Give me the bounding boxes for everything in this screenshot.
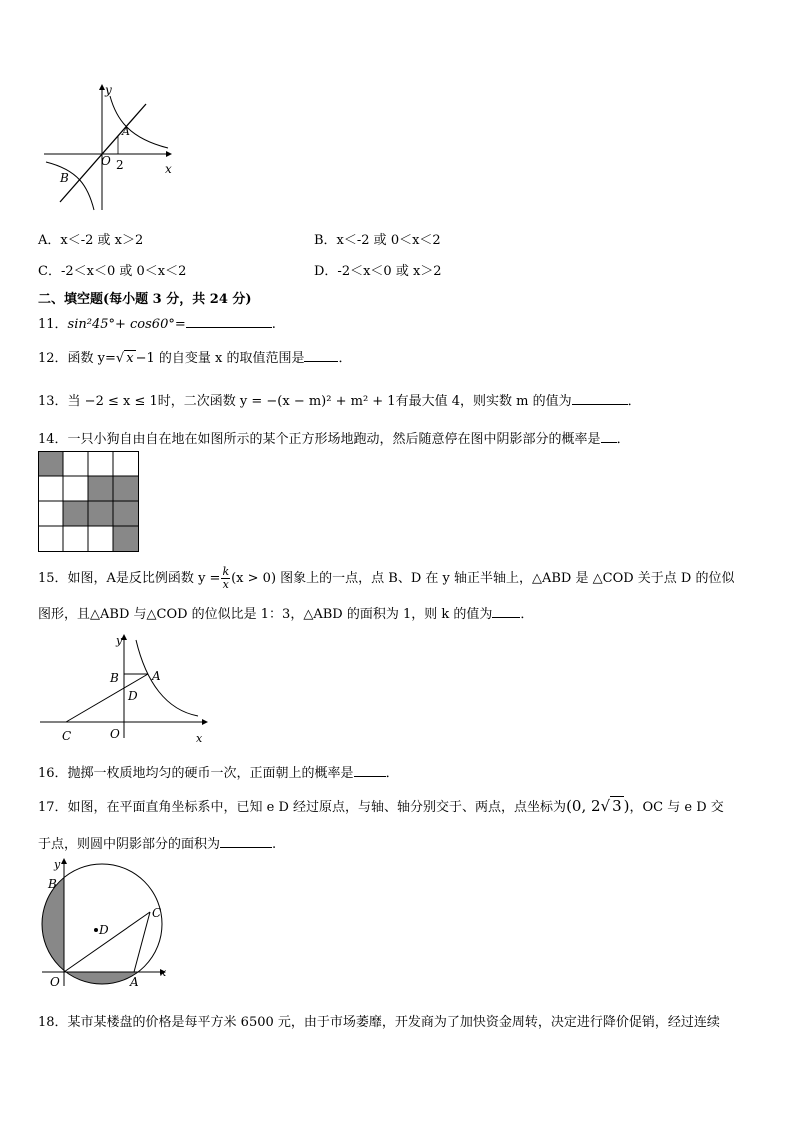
fig-label-o: O [101, 154, 111, 168]
q10-option-b: B．x＜-2 或 0＜x＜2 [314, 233, 441, 248]
q14-text: 一只小狗自由自在地在如图所示的某个正方形场地跑动，然后随意停在图中阴影部分的概率是 [67, 432, 601, 447]
q13-text: 当 −2 ≤ x ≤ 1时，二次函数 y = −(x − m)² + m² + 1有最大值 4，则实数 m 的值为 [67, 394, 572, 409]
q15-post: (x > 0) 图象上的一点，点 B、D 在 y 轴正半轴上，△ABD 是 △COD 关于点 D 的位似 [231, 571, 735, 586]
fig-q10-graph [38, 78, 188, 218]
q17-coord-open: (0, 2 [566, 797, 601, 815]
fig-q14-grid [38, 451, 140, 553]
q12-end: ． [338, 351, 352, 366]
fig-label-c: C [62, 729, 72, 743]
q11-end: . [271, 317, 276, 332]
q15-answer-blank [492, 605, 520, 618]
q17-coord [566, 796, 629, 815]
shaded-cell [113, 526, 138, 551]
q11-text: sin²45°+ cos60°= [67, 317, 186, 332]
q12-pre: 函数 y= [67, 351, 116, 366]
q15-frac-num: k [222, 565, 230, 578]
q17-end: . [272, 837, 277, 852]
q17-sqrt-sign: √ [600, 797, 611, 815]
question-14 [38, 428, 630, 447]
fig-label-a: A [122, 125, 130, 138]
center-dot [94, 928, 98, 932]
q17-line2: 于点，则圆中阴影部分的面积为 [38, 837, 221, 852]
q15-number: 15． [38, 571, 68, 586]
question-17-line-1 [38, 796, 724, 815]
q17-line1b: ，OC 与 e D 交 [629, 800, 724, 815]
question-15-line-1 [38, 566, 734, 591]
q18-text: 某市某楼盘的价格是每平方米 6500 元，由于市场萎靡，开发商为了加快资金周转，决定进行降价促销，经过连续 [67, 1015, 720, 1030]
fig-label-d: D [128, 689, 138, 703]
q10-option-c: C．-2＜x＜0 或 0＜x＜2 [38, 264, 187, 279]
q12-sqrt-sign: √ [115, 351, 125, 366]
question-18 [38, 1011, 720, 1030]
question-15-line-2 [38, 603, 533, 622]
q15-line2: 图形，且△ABD 与△COD 的位似比是 1：3，△ABD 的面积为 1，则 k 的值为 [38, 607, 493, 622]
fig-label-b: B [48, 877, 57, 891]
q13-end: ． [627, 394, 641, 409]
q14-number: 14． [38, 432, 68, 447]
q13-answer-blank [572, 392, 628, 405]
q12-number: 12． [38, 351, 68, 366]
q11-answer-blank [186, 315, 272, 328]
hyperbola-upper [110, 96, 168, 148]
fig-label-y: y [116, 634, 123, 647]
hyperbola-lower [46, 162, 94, 210]
q16-answer-blank [354, 764, 386, 777]
fig-q17-circle [36, 856, 176, 992]
fig-q15-graph [36, 632, 216, 747]
fig-label-o: O [110, 727, 120, 741]
shaded-cell [63, 501, 88, 526]
q12-answer-blank [304, 349, 338, 362]
line-graph [60, 104, 146, 202]
x-arrow-icon [202, 719, 208, 725]
fig-label-2: 2 [116, 158, 124, 172]
hyperbola [136, 640, 198, 716]
q16-text: 抛掷一枚质地均匀的硬币一次，正面朝上的概率是 [67, 766, 354, 781]
q16-number: 16． [38, 766, 68, 781]
question-12 [38, 347, 351, 366]
x-arrow-icon [166, 151, 172, 157]
q12-mid: −1 的自变量 x 的取值范围是 [135, 351, 305, 366]
shaded-cell [38, 451, 63, 476]
question-17-line-2 [38, 833, 276, 852]
q13-number: 13． [38, 394, 68, 409]
q17-sqrt-content: 3 [612, 797, 622, 815]
fig-label-c: C [152, 906, 162, 920]
q16-end: ． [385, 766, 399, 781]
fig-label-a: A [130, 975, 139, 989]
shaded-cell [88, 501, 113, 526]
fig-label-a: A [152, 669, 161, 683]
q15-pre: 如图，A是反比例函数 y = [67, 571, 221, 586]
fig-label-x: x [160, 966, 167, 979]
section-2-title: 二、填空题(每小题 3 分，共 24 分) [38, 292, 252, 307]
q10-option-d: D．-2＜x＜0 或 x＞2 [314, 264, 442, 279]
fig-label-o: O [50, 975, 60, 989]
fig-label-b: B [60, 171, 69, 185]
shaded-cell [113, 501, 138, 526]
q17-line1: 如图，在平面直角坐标系中，已知 e D 经过原点，与轴、轴分别交于、两点，点坐标为 [67, 800, 567, 815]
question-13 [38, 390, 641, 409]
fig-label-y: y [105, 83, 112, 97]
question-11 [38, 313, 276, 332]
q14-answer-blank [601, 430, 617, 443]
fig-label-y: y [54, 858, 61, 871]
q17-number: 17． [38, 800, 68, 815]
shaded-left-segment [36, 856, 64, 976]
segment-oc [64, 912, 150, 972]
q14-end: ． [616, 432, 630, 447]
q18-number: 18． [38, 1015, 68, 1030]
question-16 [38, 762, 399, 781]
q10-option-a: A．x＜-2 或 x＞2 [38, 233, 144, 248]
fig-label-b: B [110, 671, 119, 685]
shaded-cell [113, 476, 138, 501]
q11-number: 11． [38, 317, 68, 332]
fig-label-x: x [165, 162, 172, 176]
y-arrow-icon [61, 858, 67, 864]
q17-coord-close: ) [623, 797, 630, 815]
fig-label-d: D [99, 923, 109, 937]
q15-fraction [221, 566, 230, 591]
q12-sqrt-content: x [126, 351, 134, 366]
q15-end: ． [520, 607, 534, 622]
fig-label-x: x [196, 732, 203, 745]
shaded-cell [88, 476, 113, 501]
q17-answer-blank [220, 835, 272, 848]
q15-frac-den: x [222, 578, 229, 591]
shaded-bottom-segment [64, 972, 136, 992]
